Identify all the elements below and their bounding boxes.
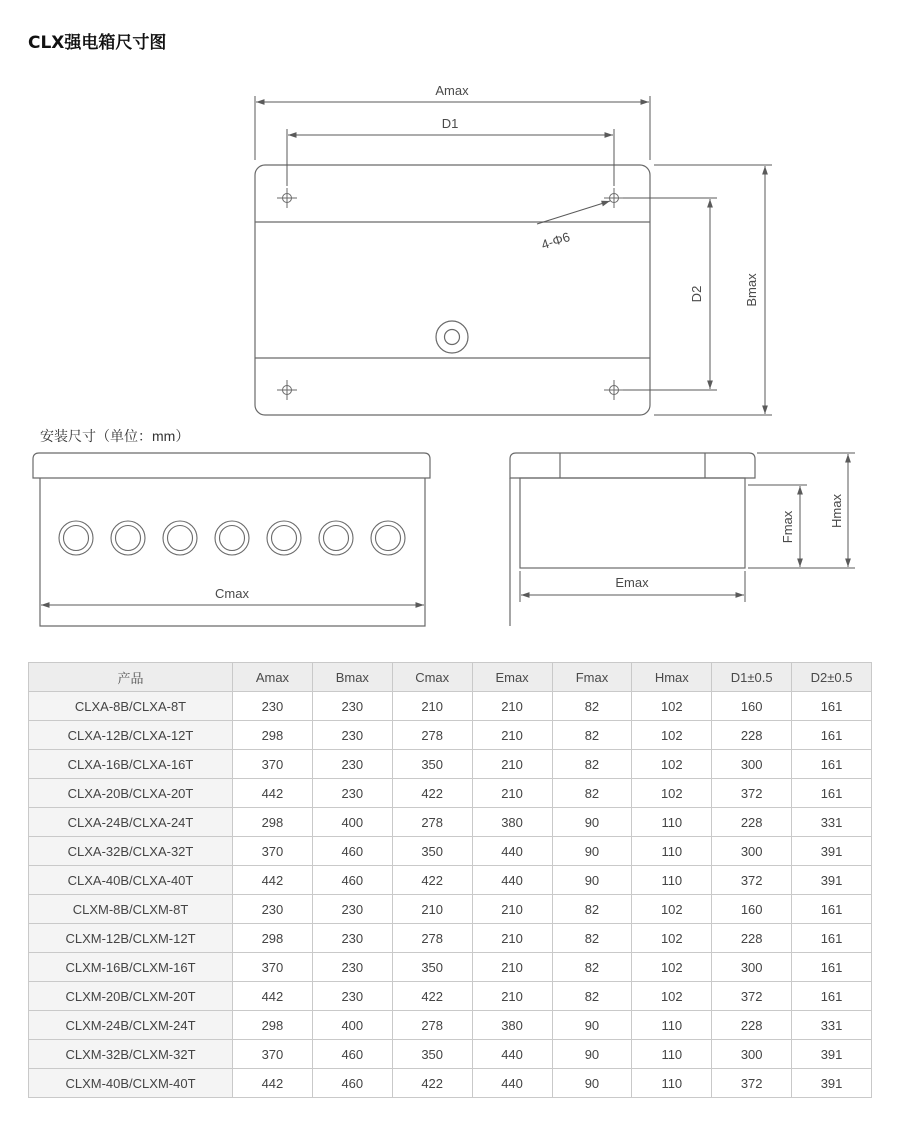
col-header-fmax: Fmax: [552, 663, 632, 692]
dimension-value-cell: 110: [632, 866, 712, 895]
dimension-value-cell: 440: [472, 1040, 552, 1069]
col-header-amax: Amax: [233, 663, 313, 692]
dimension-value-cell: 102: [632, 692, 712, 721]
dimension-value-cell: 442: [233, 1069, 313, 1098]
dimension-value-cell: 110: [632, 808, 712, 837]
dimension-value-cell: 300: [712, 750, 792, 779]
front-view-diagram: [230, 78, 790, 428]
dimension-value-cell: 400: [312, 808, 392, 837]
dimension-value-cell: 230: [312, 895, 392, 924]
dimension-value-cell: 230: [312, 982, 392, 1011]
product-name-cell: CLXM-24B/CLXM-24T: [29, 1011, 233, 1040]
table-row: [29, 1040, 872, 1069]
dimension-value-cell: 298: [233, 721, 313, 750]
fmax-dim-label: Fmax: [780, 510, 795, 544]
dimension-value-cell: 460: [312, 866, 392, 895]
dimension-value-cell: 422: [392, 779, 472, 808]
mounting-holes: [277, 188, 624, 400]
dimension-value-cell: 210: [472, 692, 552, 721]
dimension-value-cell: 300: [712, 837, 792, 866]
dimension-value-cell: 210: [472, 779, 552, 808]
product-name-cell: CLXA-12B/CLXA-12T: [29, 721, 233, 750]
dimension-value-cell: 230: [312, 721, 392, 750]
dimension-value-cell: 278: [392, 924, 472, 953]
dimension-value-cell: 90: [552, 1011, 632, 1040]
table-row: [29, 924, 872, 953]
dimension-value-cell: 82: [552, 692, 632, 721]
amax-dim-label: Amax: [435, 83, 469, 98]
dimension-value-cell: 82: [552, 982, 632, 1011]
dimension-value-cell: 102: [632, 779, 712, 808]
col-header-cmax: Cmax: [392, 663, 472, 692]
dimension-value-cell: 372: [712, 779, 792, 808]
dimension-value-cell: 440: [472, 1069, 552, 1098]
table-row: [29, 692, 872, 721]
dimension-value-cell: 442: [233, 982, 313, 1011]
dimension-value-cell: 161: [792, 982, 872, 1011]
dimension-value-cell: 102: [632, 953, 712, 982]
dimension-value-cell: 391: [792, 837, 872, 866]
product-name-cell: CLXM-16B/CLXM-16T: [29, 953, 233, 982]
spec-table: [28, 662, 872, 1098]
table-row: [29, 750, 872, 779]
dimension-value-cell: 422: [392, 982, 472, 1011]
dimension-value-cell: 350: [392, 953, 472, 982]
dimension-value-cell: 230: [233, 692, 313, 721]
table-row: [29, 1011, 872, 1040]
dimension-value-cell: 370: [233, 953, 313, 982]
product-name-cell: CLXA-40B/CLXA-40T: [29, 866, 233, 895]
product-name-cell: CLXA-16B/CLXA-16T: [29, 750, 233, 779]
dimension-value-cell: 82: [552, 750, 632, 779]
front-dimension-lines: [255, 96, 772, 415]
dimension-value-cell: 82: [552, 953, 632, 982]
dimension-value-cell: 300: [712, 1040, 792, 1069]
dimension-value-cell: 228: [712, 1011, 792, 1040]
dimension-value-cell: 210: [472, 982, 552, 1011]
side-body-outline: [510, 453, 755, 626]
dimension-value-cell: 161: [792, 924, 872, 953]
dimension-value-cell: 102: [632, 924, 712, 953]
dimension-value-cell: 90: [552, 837, 632, 866]
product-name-cell: CLXM-40B/CLXM-40T: [29, 1069, 233, 1098]
bottom-view-diagram: [28, 448, 448, 638]
product-name-cell: CLXA-24B/CLXA-24T: [29, 808, 233, 837]
dimension-value-cell: 102: [632, 721, 712, 750]
dimension-value-cell: 102: [632, 750, 712, 779]
col-header-hmax: Hmax: [632, 663, 712, 692]
dimension-value-cell: 350: [392, 750, 472, 779]
bottom-view-svg: [28, 448, 448, 638]
dimension-value-cell: 228: [712, 924, 792, 953]
cmax-dim-label: Cmax: [215, 586, 249, 601]
product-name-cell: CLXM-12B/CLXM-12T: [29, 924, 233, 953]
product-name-cell: CLXA-20B/CLXA-20T: [29, 779, 233, 808]
dimension-value-cell: 230: [233, 895, 313, 924]
dimension-value-cell: 82: [552, 721, 632, 750]
dimension-value-cell: 230: [312, 750, 392, 779]
install-dimensions-label: 安装尺寸（单位：mm）: [40, 428, 190, 444]
dimension-value-cell: 230: [312, 924, 392, 953]
dimension-value-cell: 102: [632, 895, 712, 924]
enclosure-outline: [255, 165, 650, 415]
dimension-value-cell: 102: [632, 982, 712, 1011]
col-header-bmax: Bmax: [312, 663, 392, 692]
table-row: [29, 779, 872, 808]
knockout-holes: [59, 521, 405, 555]
dimension-value-cell: 442: [233, 779, 313, 808]
dimension-value-cell: 298: [233, 1011, 313, 1040]
dimension-value-cell: 160: [712, 692, 792, 721]
dimension-value-cell: 161: [792, 692, 872, 721]
dimension-value-cell: 230: [312, 779, 392, 808]
dimension-value-cell: 380: [472, 808, 552, 837]
table-row: [29, 1069, 872, 1098]
dimension-value-cell: 82: [552, 924, 632, 953]
dimension-value-cell: 372: [712, 982, 792, 1011]
spec-table-body: [29, 692, 872, 1098]
page-title: CLX强电箱尺寸图: [28, 33, 167, 53]
dimension-value-cell: 161: [792, 953, 872, 982]
dimension-value-cell: 210: [472, 895, 552, 924]
bmax-dim-label: Bmax: [744, 273, 759, 307]
dimension-value-cell: 228: [712, 721, 792, 750]
table-row: [29, 953, 872, 982]
product-name-cell: CLXM-32B/CLXM-32T: [29, 1040, 233, 1069]
dimension-value-cell: 90: [552, 1040, 632, 1069]
dimension-value-cell: 230: [312, 953, 392, 982]
table-row: [29, 982, 872, 1011]
table-row: [29, 721, 872, 750]
dimension-value-cell: 370: [233, 837, 313, 866]
col-header-d1: D1±0.5: [712, 663, 792, 692]
dimension-value-cell: 90: [552, 1069, 632, 1098]
table-row: [29, 837, 872, 866]
dimension-value-cell: 278: [392, 721, 472, 750]
dimension-value-cell: 110: [632, 1040, 712, 1069]
product-name-cell: CLXA-32B/CLXA-32T: [29, 837, 233, 866]
hmax-dim-label: Hmax: [829, 494, 844, 528]
dimension-value-cell: 440: [472, 837, 552, 866]
table-row: [29, 866, 872, 895]
dimension-value-cell: 82: [552, 779, 632, 808]
dimension-value-cell: 460: [312, 837, 392, 866]
table-row: [29, 895, 872, 924]
dimension-value-cell: 110: [632, 1069, 712, 1098]
product-name-cell: CLXA-8B/CLXA-8T: [29, 692, 233, 721]
dimension-value-cell: 298: [233, 924, 313, 953]
dimension-value-cell: 372: [712, 866, 792, 895]
dimension-value-cell: 372: [712, 1069, 792, 1098]
dimension-value-cell: 422: [392, 1069, 472, 1098]
dimension-value-cell: 90: [552, 866, 632, 895]
dimension-value-cell: 110: [632, 837, 712, 866]
dimension-value-cell: 160: [712, 895, 792, 924]
side-view-svg: [505, 448, 875, 638]
dimension-value-cell: 391: [792, 866, 872, 895]
dimension-value-cell: 210: [472, 721, 552, 750]
d2-dim-label: D2: [689, 285, 704, 303]
col-header-product: 产品: [29, 663, 233, 692]
dimension-value-cell: 210: [472, 924, 552, 953]
holes-callout-label: 4-Φ6: [539, 229, 572, 253]
product-name-cell: CLXM-8B/CLXM-8T: [29, 895, 233, 924]
dimension-value-cell: 210: [472, 953, 552, 982]
dimension-value-cell: 90: [552, 808, 632, 837]
dimension-value-cell: 298: [233, 808, 313, 837]
dimension-value-cell: 460: [312, 1040, 392, 1069]
side-dimension-lines: [520, 453, 855, 602]
dimension-value-cell: 228: [712, 808, 792, 837]
dimension-value-cell: 278: [392, 808, 472, 837]
d1-dim-label: D1: [441, 116, 459, 131]
dimension-value-cell: 161: [792, 750, 872, 779]
dimension-value-cell: 442: [233, 866, 313, 895]
dimension-value-cell: 278: [392, 1011, 472, 1040]
dimension-value-cell: 400: [312, 1011, 392, 1040]
dimension-value-cell: 161: [792, 779, 872, 808]
dimension-value-cell: 460: [312, 1069, 392, 1098]
front-view-svg: [230, 78, 790, 428]
dimension-value-cell: 300: [712, 953, 792, 982]
dimension-value-cell: 331: [792, 808, 872, 837]
dimension-value-cell: 370: [233, 1040, 313, 1069]
dimension-value-cell: 350: [392, 837, 472, 866]
col-header-emax: Emax: [472, 663, 552, 692]
dimension-value-cell: 161: [792, 895, 872, 924]
product-name-cell: CLXM-20B/CLXM-20T: [29, 982, 233, 1011]
dimension-value-cell: 370: [233, 750, 313, 779]
col-header-d2: D2±0.5: [792, 663, 872, 692]
dimension-value-cell: 210: [392, 895, 472, 924]
dimension-value-cell: 350: [392, 1040, 472, 1069]
dimension-value-cell: 380: [472, 1011, 552, 1040]
table-header-row: [29, 663, 872, 692]
dimension-value-cell: 391: [792, 1069, 872, 1098]
dimension-value-cell: 422: [392, 866, 472, 895]
dimension-value-cell: 82: [552, 895, 632, 924]
dimension-value-cell: 331: [792, 1011, 872, 1040]
center-knob: [436, 321, 468, 353]
dimension-value-cell: 110: [632, 1011, 712, 1040]
dimension-value-cell: 210: [392, 692, 472, 721]
dimension-value-cell: 230: [312, 692, 392, 721]
dimension-value-cell: 210: [472, 750, 552, 779]
emax-dim-label: Emax: [615, 575, 649, 590]
dimension-value-cell: 440: [472, 866, 552, 895]
table-row: [29, 808, 872, 837]
side-view-diagram: [505, 448, 875, 638]
dimension-value-cell: 391: [792, 1040, 872, 1069]
dimension-value-cell: 161: [792, 721, 872, 750]
